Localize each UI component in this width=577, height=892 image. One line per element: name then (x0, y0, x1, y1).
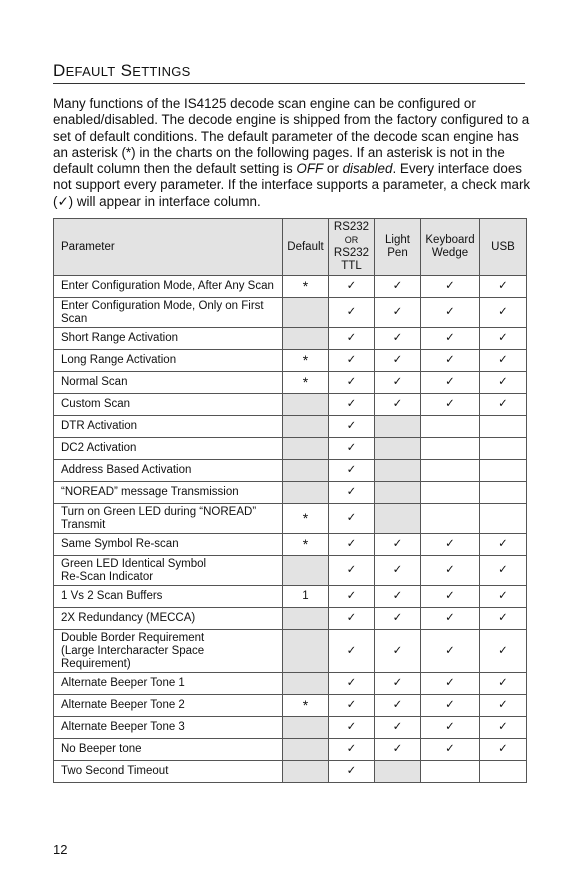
usb-cell: ✓ (480, 739, 527, 761)
keyboard-wedge-cell: ✓ (421, 276, 480, 298)
rs232-cell: ✓ (329, 586, 375, 608)
rs232-cell: ✓ (329, 298, 375, 328)
parameter-line: (Large Intercharacter Space Requirement) (61, 644, 205, 670)
rs232-cell: ✓ (329, 394, 375, 416)
light-pen-cell: ✓ (375, 586, 421, 608)
parameter-cell (54, 608, 283, 630)
usb-cell: ✓ (480, 534, 527, 556)
keyboard-wedge-cell (421, 460, 480, 482)
parameter-line: Address Based Activation (61, 464, 192, 476)
default-cell: * (283, 695, 329, 717)
keyboard-wedge-cell: ✓ (421, 695, 480, 717)
usb-cell (480, 761, 527, 783)
parameter-line: Same Symbol Re-scan (61, 538, 179, 550)
parameter-cell (54, 298, 283, 328)
header-light-pen-1: Light (385, 234, 410, 246)
rs232-cell: ✓ (329, 372, 375, 394)
light-pen-cell (375, 504, 421, 534)
parameter-cell (54, 504, 283, 534)
table-row (54, 504, 527, 534)
parameter-cell (54, 556, 283, 586)
intro-disabled: disabled (342, 161, 393, 177)
rs232-cell: ✓ (329, 416, 375, 438)
table-row (54, 630, 527, 673)
rs232-cell: ✓ (329, 717, 375, 739)
parameter-line: Custom Scan (61, 398, 131, 410)
table-row (54, 298, 527, 328)
rs232-cell: ✓ (329, 534, 375, 556)
keyboard-wedge-cell: ✓ (421, 717, 480, 739)
intro-or: or (323, 161, 343, 177)
parameter-line: Long Range Activation (61, 354, 177, 366)
parameter-cell (54, 328, 283, 350)
default-cell: * (283, 534, 329, 556)
table-header-row (54, 219, 527, 276)
header-light-pen (375, 219, 421, 276)
parameter-line: “NOREAD” message Transmission (61, 486, 239, 498)
header-rs232 (329, 219, 375, 276)
parameter-line: 2X Redundancy (MECCA) (61, 612, 196, 624)
header-parameter: Parameter (54, 219, 283, 276)
table-row (54, 673, 527, 695)
light-pen-cell: ✓ (375, 630, 421, 673)
usb-cell: ✓ (480, 276, 527, 298)
usb-cell: ✓ (480, 695, 527, 717)
default-cell (283, 328, 329, 350)
default-cell (283, 761, 329, 783)
light-pen-cell: ✓ (375, 673, 421, 695)
parameter-cell (54, 460, 283, 482)
parameter-line: Green LED Identical Symbol (61, 557, 207, 570)
usb-cell: ✓ (480, 673, 527, 695)
parameter-line: 1 Vs 2 Scan Buffers (61, 590, 163, 602)
light-pen-cell: ✓ (375, 717, 421, 739)
parameter-line: Two Second Timeout (61, 765, 169, 777)
parameter-line: Normal Scan (61, 376, 128, 388)
keyboard-wedge-cell: ✓ (421, 608, 480, 630)
parameter-line: Alternate Beeper Tone 3 (61, 721, 185, 733)
usb-cell: ✓ (480, 556, 527, 586)
keyboard-wedge-cell: ✓ (421, 328, 480, 350)
keyboard-wedge-cell (421, 504, 480, 534)
default-cell (283, 673, 329, 695)
heading-cap-2: S (120, 61, 133, 80)
default-cell (283, 438, 329, 460)
table-row (54, 328, 527, 350)
table-row (54, 695, 527, 717)
heading-rest-2: ETTINGS (132, 64, 191, 79)
default-cell: * (283, 372, 329, 394)
header-keyboard-1: Keyboard (425, 234, 475, 246)
table-row (54, 717, 527, 739)
header-usb: USB (480, 219, 527, 276)
parameter-cell (54, 586, 283, 608)
default-cell (283, 482, 329, 504)
parameter-cell (54, 416, 283, 438)
rs232-cell: ✓ (329, 556, 375, 586)
header-keyboard-wedge (421, 219, 480, 276)
keyboard-wedge-cell: ✓ (421, 350, 480, 372)
header-rs232-ttl: TTL (341, 260, 362, 272)
parameter-cell (54, 534, 283, 556)
parameter-line: Re-Scan Indicator (61, 570, 154, 583)
table-row (54, 761, 527, 783)
default-cell (283, 394, 329, 416)
header-keyboard-2: Wedge (431, 247, 469, 259)
table-row (54, 534, 527, 556)
rs232-cell: ✓ (329, 504, 375, 534)
parameter-cell (54, 695, 283, 717)
usb-cell (480, 460, 527, 482)
rs232-cell: ✓ (329, 276, 375, 298)
default-cell: 1 (283, 586, 329, 608)
rs232-cell: ✓ (329, 328, 375, 350)
intro-off: OFF (296, 161, 324, 177)
heading-cap-1: D (53, 61, 66, 80)
keyboard-wedge-cell: ✓ (421, 372, 480, 394)
usb-cell: ✓ (480, 350, 527, 372)
usb-cell: ✓ (480, 328, 527, 350)
table-body (54, 276, 527, 783)
table-row (54, 416, 527, 438)
default-cell (283, 717, 329, 739)
table-row (54, 460, 527, 482)
keyboard-wedge-cell: ✓ (421, 394, 480, 416)
light-pen-cell: ✓ (375, 534, 421, 556)
parameter-line: Scan (61, 312, 88, 325)
intro-paragraph (53, 96, 531, 210)
usb-cell: ✓ (480, 394, 527, 416)
table-row (54, 586, 527, 608)
light-pen-cell (375, 460, 421, 482)
light-pen-cell: ✓ (375, 350, 421, 372)
light-pen-cell: ✓ (375, 298, 421, 328)
rs232-cell: ✓ (329, 608, 375, 630)
rs232-cell: ✓ (329, 673, 375, 695)
usb-cell: ✓ (480, 630, 527, 673)
rs232-cell: ✓ (329, 695, 375, 717)
parameter-cell (54, 630, 283, 673)
usb-cell (480, 482, 527, 504)
table-row (54, 372, 527, 394)
heading-rest-1: EFAULT (65, 64, 116, 79)
parameter-line: Transmit (61, 518, 106, 531)
usb-cell (480, 504, 527, 534)
parameter-cell (54, 482, 283, 504)
light-pen-cell: ✓ (375, 328, 421, 350)
parameter-line: Turn on Green LED during “NOREAD” (61, 505, 257, 518)
default-settings-table (53, 218, 527, 783)
table-row (54, 276, 527, 298)
usb-cell: ✓ (480, 586, 527, 608)
header-rs232-or: OR (344, 235, 359, 245)
keyboard-wedge-cell: ✓ (421, 534, 480, 556)
light-pen-cell (375, 761, 421, 783)
keyboard-wedge-cell: ✓ (421, 739, 480, 761)
rs232-cell: ✓ (329, 482, 375, 504)
table-row (54, 394, 527, 416)
light-pen-cell: ✓ (375, 556, 421, 586)
light-pen-cell: ✓ (375, 739, 421, 761)
parameter-cell (54, 394, 283, 416)
intro-text-2: . Every interface does not support every parameter. If the interface supports a parameter, a check mark (✓) will appear in interface column. (53, 161, 531, 209)
parameter-cell (54, 717, 283, 739)
parameter-cell (54, 673, 283, 695)
default-cell (283, 556, 329, 586)
keyboard-wedge-cell: ✓ (421, 586, 480, 608)
keyboard-wedge-cell: ✓ (421, 298, 480, 328)
default-cell (283, 630, 329, 673)
table-row (54, 482, 527, 504)
light-pen-cell (375, 416, 421, 438)
rs232-cell: ✓ (329, 739, 375, 761)
intro-text-1: Many functions of the IS4125 decode scan engine can be configured or enabled/disabled. The decode engine is shipped from the factory configured to a set of default conditions. The default parameter of the decode scan engine has an asterisk (*) in the charts on the following pages. If an asterisk is not in the default column then the default setting is (53, 96, 530, 177)
light-pen-cell (375, 438, 421, 460)
default-cell: * (283, 350, 329, 372)
usb-cell: ✓ (480, 717, 527, 739)
usb-cell: ✓ (480, 372, 527, 394)
header-default: Default (283, 219, 329, 276)
usb-cell (480, 416, 527, 438)
usb-cell: ✓ (480, 298, 527, 328)
keyboard-wedge-cell (421, 482, 480, 504)
rs232-cell: ✓ (329, 460, 375, 482)
rs232-cell: ✓ (329, 350, 375, 372)
parameter-cell (54, 761, 283, 783)
parameter-line: Double Border Requirement (61, 631, 205, 644)
keyboard-wedge-cell: ✓ (421, 673, 480, 695)
parameter-cell (54, 739, 283, 761)
keyboard-wedge-cell (421, 416, 480, 438)
parameter-cell (54, 438, 283, 460)
parameter-line: Enter Configuration Mode, Only on First (61, 299, 264, 312)
default-cell (283, 739, 329, 761)
keyboard-wedge-cell (421, 438, 480, 460)
header-light-pen-2: Pen (387, 247, 408, 259)
default-cell (283, 608, 329, 630)
parameter-line: No Beeper tone (61, 743, 142, 755)
light-pen-cell: ✓ (375, 608, 421, 630)
parameter-line: Alternate Beeper Tone 1 (61, 677, 185, 689)
rs232-cell: ✓ (329, 630, 375, 673)
parameter-cell (54, 372, 283, 394)
keyboard-wedge-cell: ✓ (421, 630, 480, 673)
parameter-line: Alternate Beeper Tone 2 (61, 699, 185, 711)
table-row (54, 608, 527, 630)
section-heading (53, 61, 525, 84)
parameter-cell (54, 276, 283, 298)
rs232-cell: ✓ (329, 761, 375, 783)
parameter-cell (54, 350, 283, 372)
light-pen-cell (375, 482, 421, 504)
parameter-line: DC2 Activation (61, 442, 137, 454)
table-row (54, 350, 527, 372)
default-cell: * (283, 504, 329, 534)
keyboard-wedge-cell (421, 761, 480, 783)
default-cell (283, 298, 329, 328)
table-row (54, 556, 527, 586)
usb-cell: ✓ (480, 608, 527, 630)
table-row (54, 739, 527, 761)
usb-cell (480, 438, 527, 460)
default-cell (283, 416, 329, 438)
rs232-cell: ✓ (329, 438, 375, 460)
keyboard-wedge-cell: ✓ (421, 556, 480, 586)
parameter-line: Enter Configuration Mode, After Any Scan (61, 280, 274, 292)
default-cell: * (283, 276, 329, 298)
parameter-line: DTR Activation (61, 420, 138, 432)
parameter-line: Short Range Activation (61, 332, 178, 344)
header-rs232-top: RS232 (333, 221, 370, 233)
page-number: 12 (53, 842, 68, 857)
table-row (54, 438, 527, 460)
light-pen-cell: ✓ (375, 394, 421, 416)
light-pen-cell: ✓ (375, 372, 421, 394)
header-rs232-bottom: RS232 (333, 247, 370, 259)
light-pen-cell: ✓ (375, 276, 421, 298)
light-pen-cell: ✓ (375, 695, 421, 717)
default-cell (283, 460, 329, 482)
